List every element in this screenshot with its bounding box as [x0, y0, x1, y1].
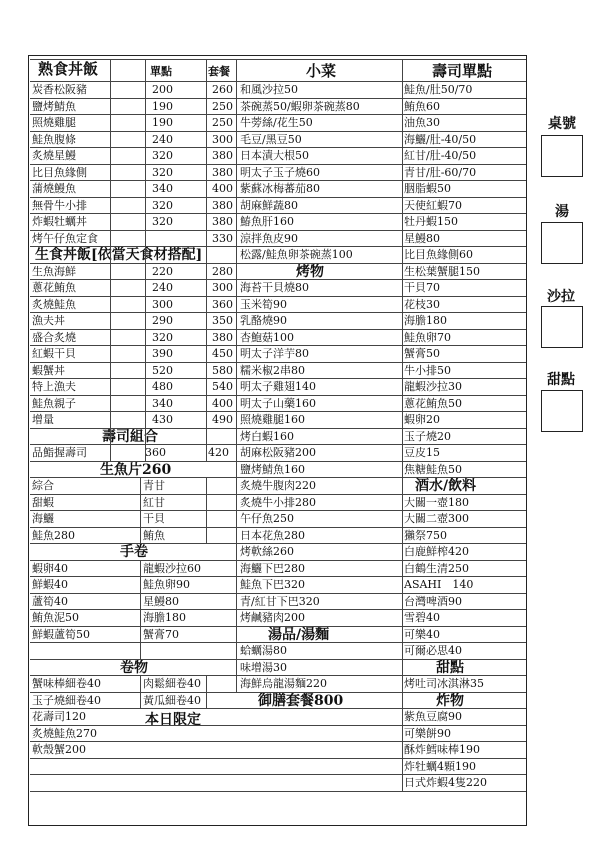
grid-line: [402, 494, 526, 495]
fried-heading: 炸物: [436, 692, 464, 709]
grid-line: [30, 725, 402, 726]
drinks-item: 台灣啤酒90: [404, 594, 462, 608]
grid-line: [30, 609, 402, 610]
sushi-single-item: 天使紅蝦70: [404, 198, 462, 212]
grill-item: 海苔干貝燒80: [240, 281, 309, 294]
raw-item-name: 漁夫丼: [32, 314, 65, 327]
raw-item-set: 350: [212, 314, 233, 327]
sushi-single-item: 海鱺/肚-40/50: [404, 132, 477, 146]
grid-line: [30, 642, 402, 643]
grid-line: [140, 477, 141, 543]
soup-heading: 湯品/湯麵: [268, 626, 330, 643]
cooked-item-name: 蒲燒鰻魚: [32, 182, 76, 195]
grid-line: [402, 81, 526, 82]
grid-line: [30, 741, 402, 742]
sushi-single-item: 鮭魚卵70: [404, 330, 451, 344]
cooked-item-set: 300: [212, 132, 233, 146]
sushi-single-item: 蔥花鮪魚50: [404, 396, 462, 410]
grid-line: [402, 659, 526, 660]
cooked-item-set: 380: [212, 149, 233, 162]
sides-item: 日本漬大根50: [240, 149, 309, 162]
raw-item-name: 鮭魚親子: [32, 396, 76, 410]
raw-item-set: 580: [212, 363, 233, 377]
cooked-item-single: 320: [152, 215, 173, 228]
raw-item-set: 380: [212, 330, 233, 344]
grid-line: [402, 791, 526, 792]
sushi-single-item: 海膽180: [404, 314, 447, 327]
raw-item-single: 320: [152, 330, 173, 344]
handroll-item: 鮮蝦蘆筍50: [32, 627, 90, 641]
salad-box[interactable]: [541, 306, 583, 348]
cooked-item-name: 比目魚緣側: [32, 165, 87, 179]
grid-line: [402, 774, 526, 775]
rolls-item: 肉鬆細卷40: [143, 677, 201, 690]
sushi-combo-price-1: 360: [145, 446, 166, 459]
sushi-single-item: 牡丹蝦150: [404, 215, 458, 228]
grill-item: 鮭魚下巴320: [240, 578, 305, 591]
grid-line: [30, 59, 526, 60]
raw-item-single: 430: [152, 413, 173, 426]
raw-item-single: 290: [152, 314, 173, 327]
sushi-combo-price-2: 420: [208, 446, 229, 459]
cooked-item-name: 無骨牛小排: [32, 198, 87, 212]
grid-line: [30, 279, 402, 280]
rolls-item: 蟹味棒細卷40: [32, 677, 101, 690]
grid-line: [402, 147, 526, 148]
drinks-item: 可爾必思40: [404, 644, 462, 657]
drinks-item: 大關二壺300: [404, 512, 469, 525]
grid-line: [402, 411, 526, 412]
grill-item: 午仔魚250: [240, 512, 294, 525]
today-special-heading: 本日限定: [145, 712, 201, 728]
grid-line: [206, 59, 207, 461]
grid-line: [30, 494, 402, 495]
grill-item: 乳酪燒90: [240, 314, 287, 327]
grill-item: 日本花魚280: [240, 528, 305, 542]
raw-item-set: 450: [212, 347, 233, 360]
grid-line: [30, 329, 402, 330]
sashimi-item: 青甘: [143, 479, 165, 492]
grill-item: 胡麻松阪豬200: [240, 446, 316, 459]
grid-line: [30, 477, 402, 478]
grill-heading: 烤物: [296, 263, 324, 280]
raw-item-single: 480: [152, 380, 173, 393]
drinks-item: 可樂40: [404, 627, 440, 641]
cooked-item-set: 400: [212, 182, 233, 195]
grid-line: [402, 609, 526, 610]
grid-line: [30, 230, 402, 231]
fried-item: 日式炸蝦4隻220: [404, 776, 487, 789]
grid-line: [402, 345, 526, 346]
cooked-item-name: 照燒雞腿: [32, 116, 76, 129]
grid-line: [30, 791, 402, 792]
sushi-single-item: 鮪魚60: [404, 99, 440, 113]
raw-item-name: 紅蝦干貝: [32, 347, 76, 360]
drinks-item: 獺祭750: [404, 528, 447, 542]
raw-item-name: 特上漁夫: [32, 380, 76, 393]
grid-line: [30, 263, 402, 264]
dessert-heading: 甜點: [436, 659, 464, 676]
grid-line: [110, 59, 111, 461]
cooked-item-set: 250: [212, 99, 233, 113]
grid-line: [30, 626, 402, 627]
raw-item-single: 220: [152, 264, 173, 278]
grid-line: [30, 510, 402, 511]
handroll-item: 海膽180: [143, 611, 186, 624]
sides-item: 紫蘇冰梅蕃茄80: [240, 182, 320, 195]
handroll-heading: 手卷: [120, 544, 148, 560]
grill-item: 玉米筍90: [240, 297, 287, 311]
sashimi-item: 海鱺: [32, 512, 54, 525]
grid-line: [30, 774, 402, 775]
handroll-item: 蘆筍40: [32, 594, 68, 608]
sushi-single-item: 干貝70: [404, 281, 440, 294]
raw-item-single: 240: [152, 281, 173, 294]
grid-line: [402, 477, 526, 478]
grid-line: [30, 428, 402, 429]
grid-line: [206, 477, 207, 543]
grill-item: 杏鮑菇100: [240, 330, 294, 344]
grid-line: [140, 560, 141, 659]
raw-item-single: 390: [152, 347, 173, 360]
raw-item-single: 340: [152, 396, 173, 410]
cooked-item-set: 380: [212, 215, 233, 228]
cooked-item-name: 炭香松阪豬: [32, 83, 87, 96]
cooked-item-name: 炙燒星鰻: [32, 149, 76, 162]
raw-item-single: 300: [152, 297, 173, 311]
grid-line: [402, 527, 526, 528]
grill-item: 海鱺下巴280: [240, 561, 305, 575]
grid-line: [30, 131, 402, 132]
grid-line: [402, 131, 526, 132]
grid-line: [30, 345, 402, 346]
grid-line: [30, 543, 402, 544]
today-item: 炙燒鮭魚270: [32, 726, 97, 740]
handroll-item: 星鰻80: [143, 594, 179, 608]
grid-line: [30, 659, 402, 660]
sushi-single-item: 豆皮15: [404, 446, 440, 459]
sushi-single-item: 比目魚緣側60: [404, 248, 473, 261]
cooked-item-single: 340: [152, 182, 173, 195]
grid-line: [30, 758, 402, 759]
grid-line: [402, 560, 526, 561]
today-item: 花壽司120: [32, 710, 86, 723]
sushi-single-item: 花枝30: [404, 297, 440, 311]
grid-line: [206, 675, 207, 708]
grid-line: [402, 312, 526, 313]
grid-line: [402, 59, 403, 791]
cooked-item-set: 330: [212, 231, 233, 245]
grid-line: [402, 164, 526, 165]
handroll-item: 鮮蝦40: [32, 578, 68, 591]
drinks-item: 白鶴生清250: [404, 561, 469, 575]
grill-item: 糯米椒2串80: [240, 363, 305, 377]
grid-line: [402, 510, 526, 511]
cooked-item-name: 鹽烤鯖魚: [32, 99, 76, 113]
handroll-item: 鮪魚泥50: [32, 611, 79, 624]
fried-item: 可樂餅90: [404, 726, 451, 740]
grill-item: 明太子洋芋80: [240, 347, 309, 360]
cooked-item-set: 250: [212, 116, 233, 129]
grid-line: [402, 296, 526, 297]
cooked-item-name: 鮭魚腹條: [32, 132, 76, 146]
grid-line: [402, 626, 526, 627]
cooked-item-name: 烤午仔魚定食: [32, 231, 98, 245]
fried-item: 酥炸鱈味棒190: [404, 743, 480, 756]
raw-item-set: 300: [212, 281, 233, 294]
cooked-item-single: 200: [152, 83, 173, 96]
cooked-item-set: 380: [212, 198, 233, 212]
sushi-combo-name: 品鮨握壽司: [32, 446, 87, 459]
raw-item-name: 蝦蟹丼: [32, 363, 65, 377]
grid-line: [402, 543, 526, 544]
dessert-item: 烤吐司冰淇淋35: [404, 677, 484, 690]
grid-line: [402, 758, 526, 759]
grid-line: [30, 114, 402, 115]
grill-item: 炙燒牛小排280: [240, 495, 316, 509]
grid-line: [402, 576, 526, 577]
grill-item: 鹽烤鯖魚160: [240, 462, 305, 476]
grid-line: [30, 708, 402, 709]
soup-box[interactable]: [541, 222, 583, 264]
sashimi-heading: 生魚片260: [100, 461, 172, 478]
cooked-heading: 熟食丼飯: [38, 60, 99, 78]
grid-line: [236, 59, 237, 692]
cooked-item-single: 320: [152, 165, 173, 179]
rolls-heading: 卷物: [120, 659, 148, 676]
sashimi-item: 鮭魚280: [32, 528, 75, 542]
drinks-item: ASAHI 140: [404, 578, 474, 591]
grid-line: [30, 164, 402, 165]
raw-item-name: 蔥花鮪魚: [32, 281, 76, 294]
rolls-item: 黃瓜細卷40: [143, 693, 201, 707]
grid-line: [30, 411, 402, 412]
grid-line: [402, 378, 526, 379]
grid-line: [402, 741, 526, 742]
sushi-single-item: 蝦卵20: [404, 413, 440, 426]
grid-line: [402, 395, 526, 396]
grid-line: [140, 675, 141, 708]
grid-line: [402, 246, 526, 247]
handroll-item: 龍蝦沙拉60: [143, 561, 201, 575]
sides-item: 胡麻鮮蔬80: [240, 198, 298, 212]
grid-line: [30, 180, 402, 181]
grid-line: [30, 378, 402, 379]
sushi-single-heading: 壽司單點: [432, 62, 493, 80]
cooked-item-set: 260: [212, 83, 233, 96]
grid-line: [402, 362, 526, 363]
sushi-single-item: 生松葉蟹腿150: [404, 264, 480, 278]
rolls-item: 玉子燒細卷40: [32, 693, 101, 707]
drinks-item: 白鹿鮮榨420: [404, 545, 469, 558]
sides-item: 鰆魚肝160: [240, 215, 294, 228]
sushi-combo-heading: 壽司組合: [102, 428, 158, 445]
sushi-single-item: 青甘/肚-60/70: [404, 165, 477, 179]
grid-line: [145, 59, 146, 461]
cooked-item-single: 320: [152, 149, 173, 162]
grill-item: 烤軟絲260: [240, 545, 294, 558]
sashimi-item: 鮪魚: [143, 528, 165, 542]
grid-line: [30, 461, 402, 462]
set-meal-heading: 御膳套餐800: [258, 692, 344, 709]
sushi-single-item: 焦糖鮭魚50: [404, 462, 462, 476]
grid-line: [402, 114, 526, 115]
grid-line: [402, 180, 526, 181]
sashimi-item: 干貝: [143, 512, 165, 525]
cooked-item-name: 炸蝦牡蠣丼: [32, 215, 87, 228]
soup-item: 蛤蠣湯80: [240, 644, 287, 657]
drinks-item: 雪碧40: [404, 611, 440, 624]
grid-line: [402, 708, 526, 709]
sides-heading: 小菜: [306, 62, 337, 80]
grid-line: [30, 362, 402, 363]
grid-line: [402, 98, 526, 99]
raw-item-set: 490: [212, 413, 233, 426]
raw-item-name: 盛合炙燒: [32, 330, 76, 344]
raw-heading: 生食丼飯[依當天食材搭配]: [35, 247, 203, 263]
raw-item-set: 280: [212, 264, 233, 278]
dessert-box[interactable]: [541, 390, 583, 432]
sushi-single-item: 玉子燒20: [404, 429, 451, 443]
sushi-single-item: 星鰻80: [404, 231, 440, 245]
grid-line: [30, 296, 402, 297]
grid-line: [402, 230, 526, 231]
grid-line: [30, 147, 402, 148]
grid-line: [402, 213, 526, 214]
grill-item: 炙燒牛腹肉220: [240, 479, 316, 492]
col-set-label: 套餐: [208, 65, 230, 78]
grid-line: [30, 81, 402, 82]
handroll-item: 鮭魚卵90: [143, 578, 190, 591]
sushi-single-item: 龍蝦沙拉30: [404, 380, 462, 393]
grid-line: [402, 444, 526, 445]
sushi-single-item: 鮭魚/肚50/70: [404, 83, 473, 96]
soup-item: 海鮮烏龍湯麵220: [240, 677, 327, 690]
grid-line: [30, 593, 402, 594]
cooked-item-single: 190: [152, 99, 173, 113]
grid-line: [30, 527, 402, 528]
cooked-item-single: 240: [152, 132, 173, 146]
fried-item: 紫魚豆腐90: [404, 710, 462, 723]
sushi-single-item: 牛小排50: [404, 363, 451, 377]
sushi-single-item: 紅甘/肚-40/50: [404, 149, 477, 162]
raw-item-set: 400: [212, 396, 233, 410]
raw-item-name: 炙燒鮭魚: [32, 297, 76, 311]
grid-line: [402, 461, 526, 462]
grid-line: [402, 692, 526, 693]
sides-item: 松露/鮭魚卵茶碗蒸100: [240, 248, 353, 261]
grid-line: [30, 197, 402, 198]
grill-item: 烤白蝦160: [240, 429, 294, 443]
grid-line: [402, 593, 526, 594]
handroll-item: 蝦卵40: [32, 561, 68, 575]
grill-item: 烤鹹豬肉200: [240, 611, 305, 624]
handroll-item: 蟹膏70: [143, 627, 179, 641]
sides-item: 牛蒡絲/花生50: [240, 116, 313, 129]
table-number-label: 桌號: [548, 116, 576, 132]
cooked-item-single: 190: [152, 116, 173, 129]
salad-label: 沙拉: [547, 289, 575, 305]
grid-line: [402, 675, 526, 676]
grill-item: 青/紅甘下巴320: [240, 594, 320, 608]
sides-item: 和風沙拉50: [240, 83, 298, 96]
soup-item: 味增湯30: [240, 660, 287, 674]
raw-item-set: 540: [212, 380, 233, 393]
cooked-item-set: 380: [212, 165, 233, 179]
grill-item: 明太子雞翅140: [240, 380, 316, 393]
grid-line: [30, 312, 402, 313]
grid-line: [402, 725, 526, 726]
grid-line: [402, 428, 526, 429]
fried-item: 炸牡蠣4顆190: [404, 759, 476, 773]
cooked-item-single: 320: [152, 198, 173, 212]
grid-line: [30, 395, 402, 396]
raw-item-name: 增量: [32, 413, 54, 426]
drinks-item: 大關一壺180: [404, 495, 469, 509]
sushi-single-item: 油魚30: [404, 116, 440, 129]
sashimi-item: 甜蝦: [32, 495, 54, 509]
grid-line: [30, 98, 402, 99]
raw-item-single: 520: [152, 363, 173, 377]
grid-line: [30, 213, 402, 214]
grid-line: [30, 444, 402, 445]
grid-line: [30, 576, 402, 577]
grid-line: [30, 246, 402, 247]
sides-item: 毛豆/黑豆50: [240, 132, 302, 146]
dessert-order-label: 甜點: [547, 372, 575, 388]
grill-item: 照燒雞腿160: [240, 413, 305, 426]
table-number-box[interactable]: [541, 135, 583, 177]
raw-item-set: 360: [212, 297, 233, 311]
sides-item: 明太子玉子燒60: [240, 165, 320, 179]
sushi-single-item: 蟹膏50: [404, 347, 440, 360]
grid-line: [402, 263, 526, 264]
grid-line: [402, 197, 526, 198]
sides-item: 涼拌魚皮90: [240, 231, 298, 245]
sides-item: 茶碗蒸50/蝦卵茶碗蒸80: [240, 99, 360, 113]
col-single-label: 單點: [150, 65, 172, 78]
soup-label: 湯: [555, 204, 569, 220]
today-item: 軟殼蟹200: [32, 743, 86, 756]
sushi-single-item: 胭脂蝦50: [404, 182, 451, 195]
grill-item: 明太子山藥160: [240, 396, 316, 410]
grid-line: [30, 560, 402, 561]
grid-line: [402, 642, 526, 643]
grid-line: [30, 675, 402, 676]
sashimi-item: 紅甘: [143, 495, 165, 509]
grid-line: [30, 692, 402, 693]
drinks-heading: 酒水/飲料: [415, 478, 477, 494]
grid-line: [402, 329, 526, 330]
sashimi-item: 綜合: [32, 479, 54, 492]
raw-item-name: 生魚海鮮: [32, 264, 76, 278]
grid-line: [402, 279, 526, 280]
